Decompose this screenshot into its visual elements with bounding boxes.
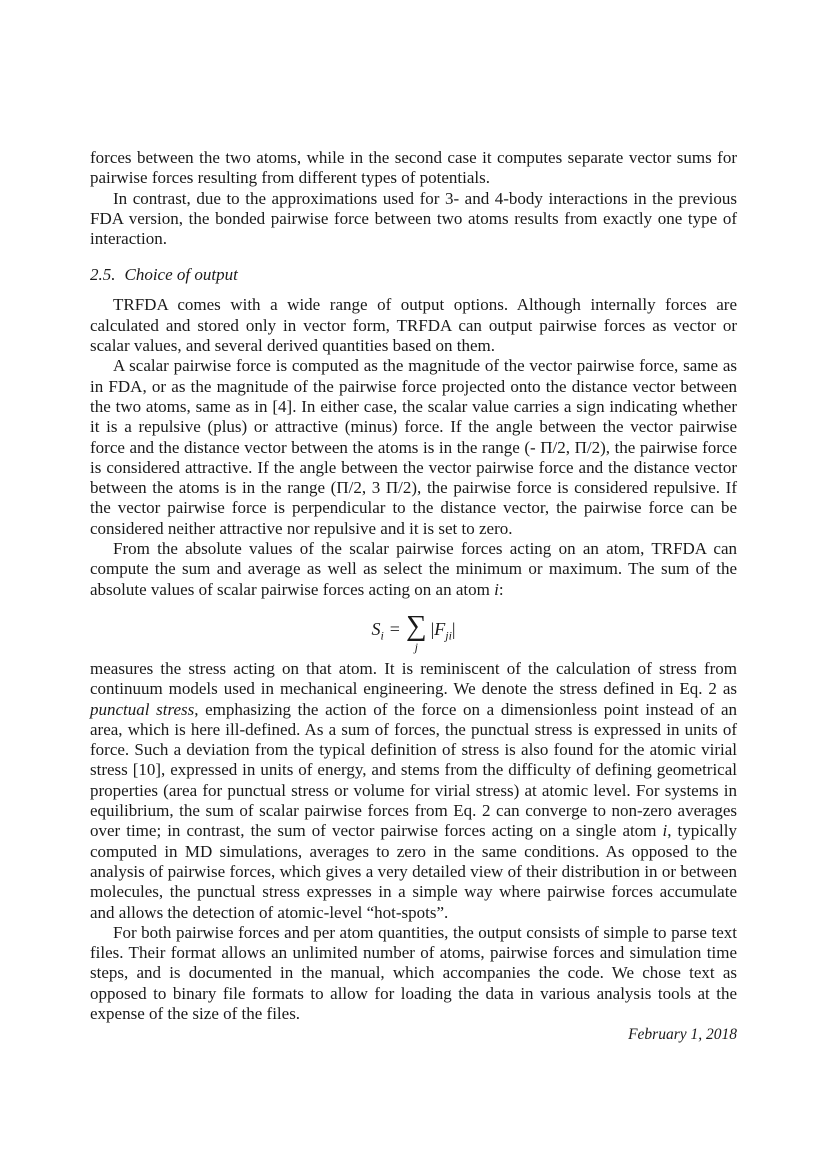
equation-punctual-stress (90, 609, 737, 654)
document-body (90, 148, 737, 1024)
footer-date: February 1, 2018 (628, 1026, 737, 1043)
equation-rhs: $|F_{ji}|$ (430, 618, 456, 643)
body-text: TRFDA comes with a wide range of output options. Although internally forces are calculated and stored only in vector form, TRFDA can output pairwise forces as vector or scalar values, and several derived quantities based on them. (90, 295, 737, 356)
equation-equals: = (389, 618, 400, 639)
paragraph (90, 659, 737, 923)
section-title: Choice of output (124, 265, 238, 285)
paragraph (90, 923, 737, 1024)
body-text: A scalar pairwise force is computed as the magnitude of the vector pairwise force, same as in FDA, or as the magnitude of the pairwise force projected onto the distance vector between the two atoms, same as in [4]. In either case, the scalar value carries a sign indicating whether it is a repulsive (plus) or attractive (minus) force. If the angle between the vector pairwise force and the distance vector between the atoms is in the range (- Π/2, Π/2), the pairwise force is considered attractive. If the angle between the vector pairwise force and the distance vector between the atoms is in the range (Π/2, 3 Π/2), the pairwise force is considered repulsive. If the vector pairwise force is perpendicular to the distance vector, the pairwise force can be considered neither attractive nor repulsive and it is set to zero. (90, 356, 737, 538)
section-number: 2.5. (90, 265, 116, 285)
italic-text: i (662, 821, 668, 841)
section-heading (90, 265, 737, 285)
paragraph (90, 189, 737, 250)
body-text: : (498, 579, 504, 599)
paragraph (90, 539, 737, 600)
body-text: forces between the two atoms, while in the second case it computes separate vector sums for pairwise forces resulting from different types of potentials. (90, 148, 737, 188)
italic-text: punctual stress (90, 699, 195, 719)
body-text: From the absolute values of the scalar pairwise forces acting on an atom, TRFDA can compute the sum and average as well as select the minimum or maximum. The sum of the absolute values of scalar pairwise forces acting on an atom (90, 539, 737, 599)
body-text: measures the stress acting on that atom. It is reminiscent of the calculation of stress from continuum models used in mechanical engineering. We denote the stress defined in Eq. 2 as (90, 658, 737, 699)
equation-lhs: $S_i$ (371, 618, 384, 643)
body-text: , emphasizing the action of the force on a dimensionless point instead of an area, which is here ill-defined. As a sum of forces, the punctual stress is expressed in units of force. Such a deviation from the typical definition of stress is also found for the atomic virial stress [10], expressed in units of energy, and stems from the difficulty of defining geometrical properties (area for punctual stress or volume for virial stress) at atomic level. For systems in equilibrium, the sum of scalar pairwise forces from Eq. 2 can converge to non-zero averages over time; in contrast, the sum of vector pairwise forces acting on a single atom (90, 699, 737, 841)
italic-text: i (494, 579, 499, 599)
body-text: , typically computed in MD simulations, averages to zero in the same conditions. As opposed to the analysis of pairwise forces, which gives a very detailed view of their distribution in or between molecules, the punctual stress expresses in a simple way where pairwise forces accumulate and allows the detection of atomic-level “hot-spots”. (90, 821, 738, 922)
body-text: In contrast, due to the approximations used for 3- and 4-body interactions in the previous FDA version, the bonded pairwise force between two atoms results from exactly one type of interaction. (90, 188, 737, 249)
paragraph (90, 295, 737, 356)
paragraph (90, 356, 737, 539)
paragraph (90, 148, 737, 189)
summation-symbol: ∑ j (405, 609, 427, 654)
body-text: For both pairwise forces and per atom quantities, the output consists of simple to parse text files. Their format allows an unlimited number of atoms, pairwise forces and simulation time steps, and is documented in the manual, which accompanies the code. We chose text as opposed to binary file formats to allow for loading the data in various analysis tools at the expense of the size of the files. (90, 922, 737, 1023)
